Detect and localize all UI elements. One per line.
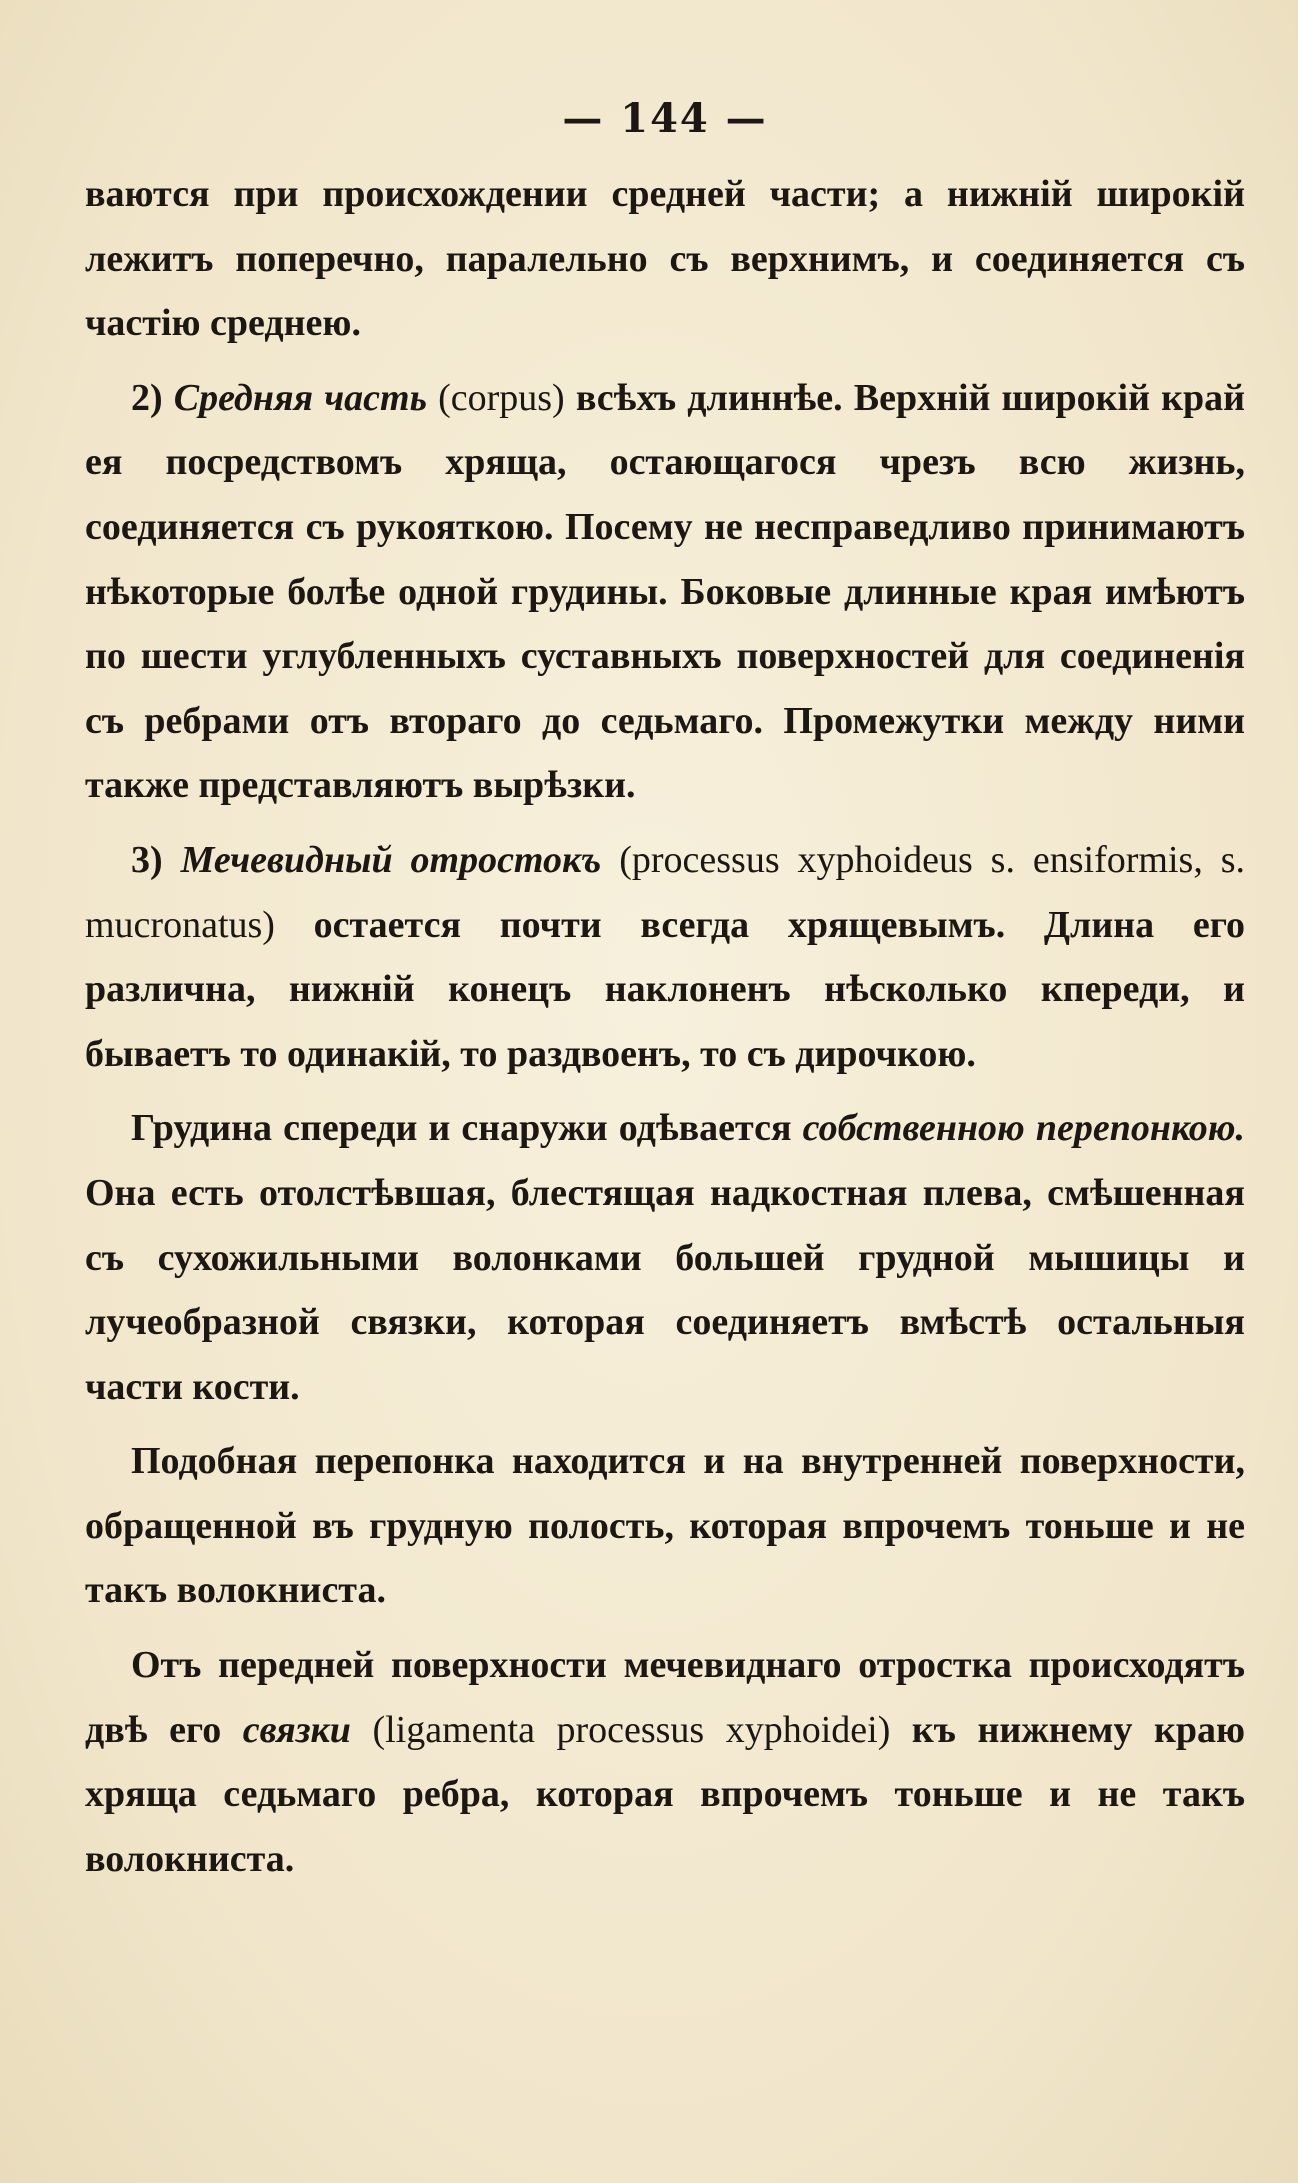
term-membrane: собственною перепонкою.: [802, 1107, 1245, 1150]
paragraph-body: остается почти всегда хрящевымъ. Длина его различна, нижній конецъ наклоненъ нѣсколько кпереди, и бываетъ то одинакій, то раздвоенъ, то съ дирочкою.: [85, 903, 1246, 1075]
paragraph-body: Она есть отолстѣвшая, блестящая надкостная плева, смѣшенная съ сухожильными волонками большей грудной мышицы и лучеобразной связки, которая соединяетъ вмѣстѣ остальныя части кости.: [85, 1171, 1245, 1408]
paragraph-membrane: [85, 1096, 1245, 1419]
paragraph-middle-part: [85, 366, 1245, 818]
paragraph-inner-membrane: Подобная перепонка находится и на внутренней поверхности, обращенной въ грудную полость, которая впрочемъ тоньше и не такъ волокниста.: [85, 1440, 1245, 1612]
paragraph-xiphoid: [85, 828, 1245, 1086]
item-number: 2): [131, 376, 163, 419]
paragraph-lead: Отъ передней поверхности мечевиднаго отростка происходятъ двѣ его: [85, 1644, 1245, 1751]
term-xiphoid: Мечевидный отростокъ: [180, 838, 602, 881]
latin-term: (ligamenta processus xyphoidei): [372, 1708, 891, 1751]
paragraph-body: къ нижнему краю хряща седьмаго ребра, которая впрочемъ тоньше и не такъ волокниста.: [85, 1708, 1246, 1880]
paragraph-body: всѣхъ длиннѣе. Верхній широкій край ея посредствомъ хряща, остающагося чрезъ всю жизнь, соединяется съ рукояткою. Посему не несправедливо принимаютъ нѣкоторые болѣе одной грудины. Боковые длинные края имѣютъ по шести углубленныхъ суставныхъ поверхностей для соединенія съ ребрами отъ втораго до седьмаго. Промежутки между ними также представляютъ вырѣзки.: [85, 376, 1246, 807]
term-ligaments: связки: [242, 1708, 351, 1751]
item-number: 3): [131, 838, 163, 881]
paragraph-ligaments: [85, 1633, 1245, 1891]
book-page: [85, 95, 1245, 2135]
paragraph-continuation: ваются при происхождении средней части; а нижній широкій лежитъ поперечно, паралельно съ верхнимъ, и соединяется съ частію среднею.: [85, 173, 1245, 345]
latin-term: (processus xyphoideus s. ensiformis, s. mucronatus): [85, 838, 1246, 946]
term-middle-part: Средняя часть: [173, 376, 427, 419]
latin-term: (corpus): [438, 376, 565, 419]
paragraph-lead: Грудина спереди и снаружи одѣвается: [131, 1107, 792, 1150]
page-number: — 144 —: [562, 95, 768, 142]
